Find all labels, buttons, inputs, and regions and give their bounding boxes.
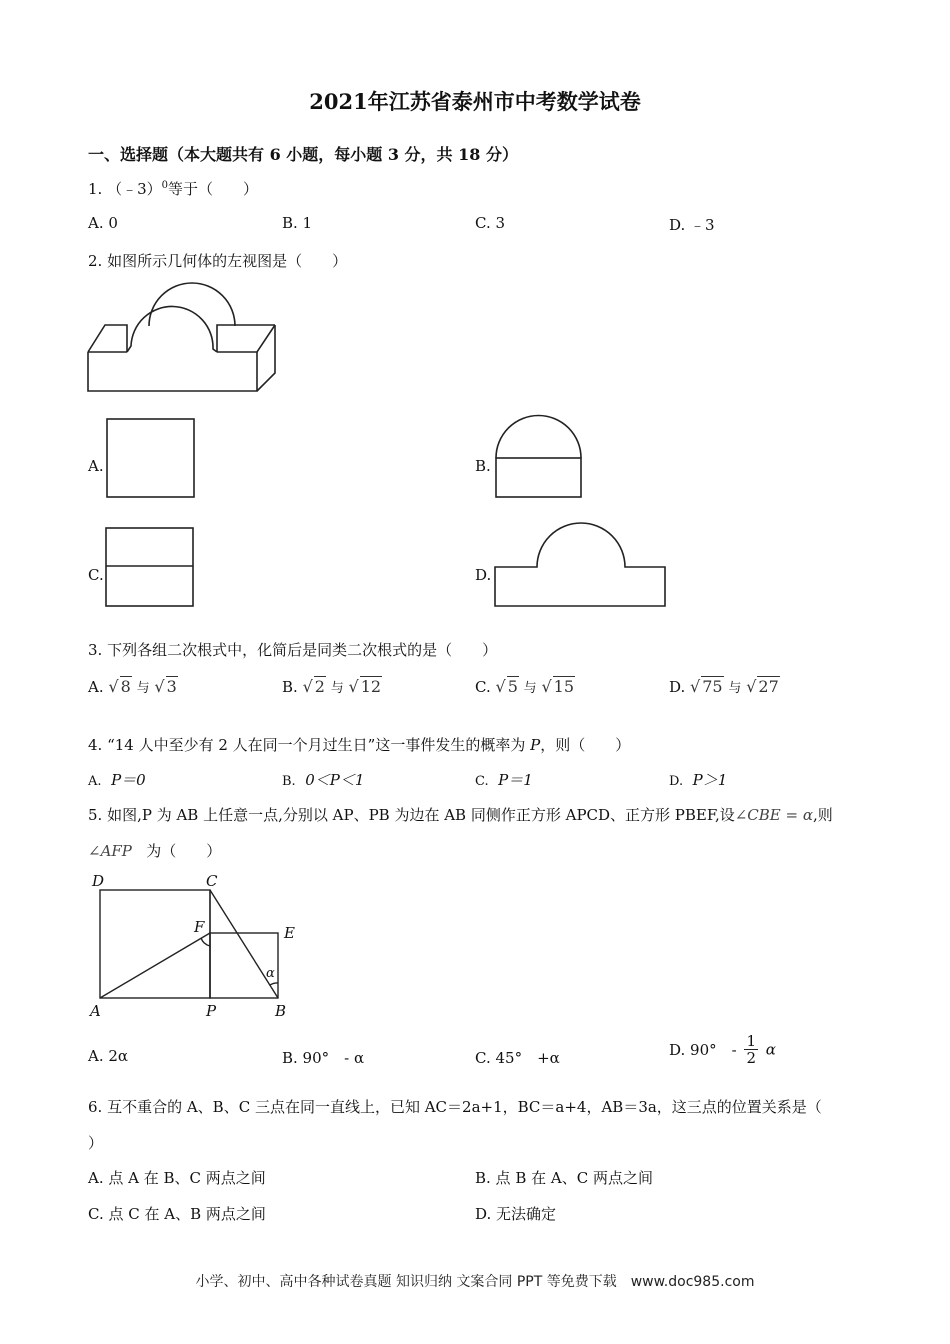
q5-label-p: P <box>206 1002 217 1020</box>
sqrt-75: √ 75 <box>690 677 723 696</box>
q4-option-d-label: D. <box>669 774 684 789</box>
q4-option-d-expr: P＞1 <box>692 771 728 789</box>
q1-option-c[interactable]: C. 3 <box>475 214 506 232</box>
sqrt-15: √ 15 <box>541 677 575 696</box>
q2-option-d-figure[interactable] <box>494 520 669 610</box>
q3-option-d[interactable] <box>669 676 780 696</box>
q6-option-d[interactable]: D. 无法确定 <box>475 1205 557 1223</box>
sqrt-12: √ 12 <box>348 677 382 696</box>
question-4-stem <box>88 734 630 755</box>
radicand: 8 <box>120 677 131 696</box>
radicand: 15 <box>553 677 575 696</box>
q2-option-d-label[interactable]: D. <box>475 566 492 584</box>
joiner-text: 与 <box>330 681 344 696</box>
q4-option-b-expr: 0＜P＜1 <box>305 771 365 789</box>
q2-option-a-figure[interactable] <box>106 418 196 500</box>
question-6-stem-line2: ） <box>88 1134 104 1152</box>
q2-option-b-label[interactable]: B. <box>475 457 491 475</box>
q3-option-d-label: D. <box>669 678 686 696</box>
q5-label-f: F <box>194 918 205 936</box>
radicand: 12 <box>360 677 382 696</box>
q4-option-a-label: A. <box>88 774 102 789</box>
joiner-text: 与 <box>728 681 742 696</box>
q3-option-a[interactable] <box>88 676 178 696</box>
q4-option-b-label: B. <box>282 774 296 789</box>
q6-option-a[interactable]: A. 点 A 在 B、C 两点之间 <box>88 1169 266 1187</box>
q6-option-c[interactable]: C. 点 C 在 A、B 两点之间 <box>88 1205 266 1223</box>
question-2-stem: 2. 如图所示几何体的左视图是（ ） <box>88 252 348 270</box>
q5-label-a: A <box>90 1002 101 1020</box>
q5-angle-expr: ∠CBE = α <box>734 806 813 824</box>
q1-stem-tail: 等于（ ） <box>168 180 259 198</box>
q3-option-c-label: C. <box>475 678 491 696</box>
question-1-stem <box>88 178 258 199</box>
fraction-numerator: 1 <box>746 1032 757 1050</box>
q4-stem-a: 4. “14 人中至少有 2 人在同一个月过生日”这一事件发生的概率为 <box>88 736 531 754</box>
page-footer: 小学、初中、高中各种试卷真题 知识归纳 文案合同 PPT 等免费下载 www.doc985.com <box>195 1274 755 1290</box>
q2-option-c-figure[interactable] <box>105 527 195 609</box>
q5-label-d: D <box>92 872 105 890</box>
sqrt-27: √ 27 <box>746 677 779 696</box>
q4-option-c[interactable] <box>475 769 533 790</box>
q4-option-a[interactable] <box>88 769 146 790</box>
question-3-stem: 3. 下列各组二次根式中，化简后是同类二次根式的是（ ） <box>88 641 498 659</box>
q4-stem-b: ，则（ ） <box>540 736 631 754</box>
q3-option-b[interactable] <box>282 676 382 696</box>
q5-label-alpha: α <box>266 966 275 981</box>
radicand: 27 <box>758 677 779 696</box>
q3-option-a-label: A. <box>88 678 104 696</box>
q3-option-c[interactable] <box>475 676 575 696</box>
q5-label-c: C <box>206 872 218 890</box>
q4-option-c-label: C. <box>475 774 489 789</box>
q5-squares-figure <box>86 868 306 1023</box>
q4-option-c-expr: P＝1 <box>498 771 533 789</box>
sqrt-3: √ 3 <box>154 677 177 696</box>
q4-var-p: P <box>530 736 541 754</box>
q4-option-b[interactable] <box>282 769 364 790</box>
joiner-text: 与 <box>136 681 150 696</box>
q1-exponent: 0 <box>161 180 168 191</box>
radicand: 2 <box>314 677 325 696</box>
q5-label-b: B <box>275 1002 287 1020</box>
q6-option-b[interactable]: B. 点 B 在 A、C 两点之间 <box>475 1169 653 1187</box>
radicand: 5 <box>507 677 518 696</box>
q5-option-b[interactable]: B. 90° - α <box>282 1049 365 1067</box>
fraction-denominator: 2 <box>746 1049 757 1067</box>
page-title: 2021年江苏省泰州市中考数学试卷 <box>309 89 641 114</box>
q5-option-d-suffix: α <box>765 1040 776 1059</box>
sqrt-5: √ 5 <box>495 677 518 696</box>
q4-option-d[interactable] <box>669 769 727 790</box>
q1-option-b[interactable]: B. 1 <box>282 214 313 232</box>
q5-option-d-prefix: D. 90° - <box>669 1041 737 1059</box>
section-heading: 一、选择题（本大题共有 6 小题，每小题 3 分，共 18 分） <box>88 145 518 164</box>
question-5-line2 <box>88 840 221 861</box>
q2-option-a-label[interactable]: A. <box>88 457 104 475</box>
q5-option-a[interactable]: A. 2α <box>88 1047 129 1065</box>
q2-option-b-figure[interactable] <box>495 414 585 500</box>
q5-option-d[interactable] <box>669 1033 776 1066</box>
q5-afp-expr: ∠AFP <box>88 842 132 860</box>
radicand: 75 <box>702 677 723 696</box>
q1-stem-text: 1. （﹣3） <box>88 180 162 198</box>
q3-option-b-label: B. <box>282 678 298 696</box>
q1-option-a[interactable]: A. 0 <box>88 214 118 232</box>
q1-option-d[interactable]: D. ﹣3 <box>669 216 715 234</box>
q5-option-c[interactable]: C. 45° +α <box>475 1049 560 1067</box>
question-6-stem: 6. 互不重合的 A、B、C 三点在同一直线上，已知 AC＝2a+1，BC＝a+4，AB＝3a，这三点的位置关系是（ <box>88 1098 822 1116</box>
question-5-stem <box>88 804 833 825</box>
radicand: 3 <box>166 677 177 696</box>
q4-option-a-expr: P＝0 <box>111 771 146 789</box>
q2-option-c-label[interactable]: C. <box>88 566 104 584</box>
joiner-text: 与 <box>523 681 537 696</box>
q5-stem-text: 5. 如图,P 为 AB 上任意一点,分别以 AP、PB 为边在 AB 同侧作正方形 APCD、正方形 PBEF,设 <box>88 806 735 824</box>
sqrt-2: √ 2 <box>302 677 325 696</box>
q5-label-e: E <box>284 924 295 942</box>
sqrt-8: √ 8 <box>108 677 131 696</box>
q2-solid-figure <box>86 276 286 396</box>
q5-option-d-fraction <box>744 1033 758 1066</box>
q5-stem-end: ,则 <box>812 806 833 824</box>
q5-line2-tail: 为（ ） <box>146 842 222 860</box>
